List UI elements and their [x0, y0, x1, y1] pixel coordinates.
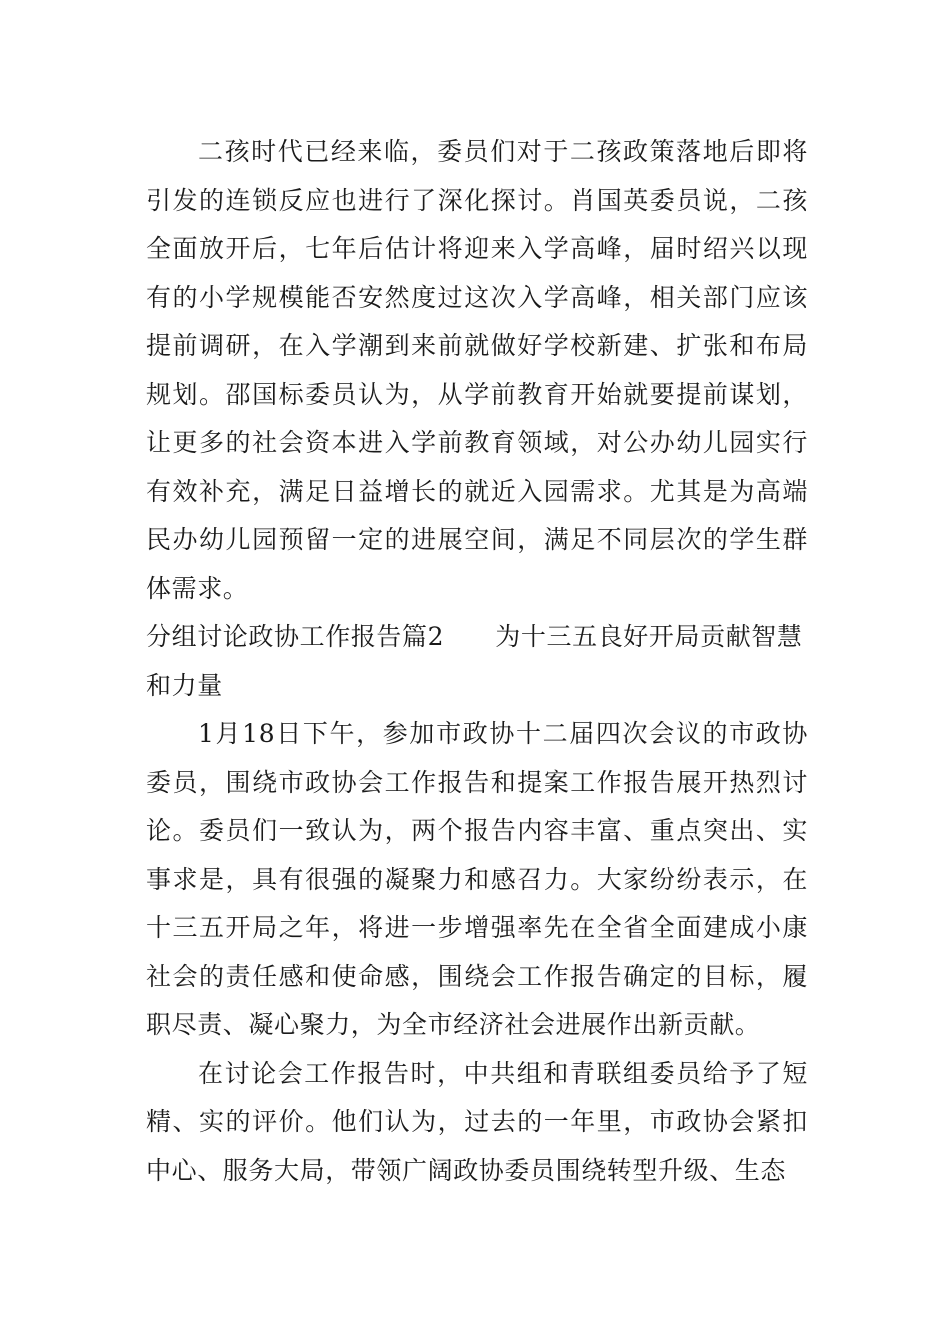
paragraph-group-evaluation: 在讨论会工作报告时，中共组和青联组委员给予了短精、实的评价。他们认为，过去的一年里，市政协会紧扣中心、服务大局，带领广阔政协委员围绕转型升级、生态	[146, 1058, 808, 1185]
document-body	[146, 128, 808, 1195]
paragraph-jan-18-discussion: 1月18日下午，参加市政协十二届四次会议的市政协委员，围绕市政协会工作报告和提案工作报告展开热烈讨论。委员们一致认为，两个报告内容丰富、重点突出、实事求是，具有很强的凝聚力和感召力。大家纷纷表示，在十三五开局之年，将进一步增强率先在全省全面建成小康社会的责任感和使命感，围绕会工作报告确定的目标，履职尽责、凝心聚力，为全市经济社会进展作出新贡献。	[146, 719, 808, 1039]
paragraph-second-child-era: 二孩时代已经来临，委员们对于二孩政策落地后即将引发的连锁反应也进行了深化探讨。肖国英委员说，二孩全面放开后，七年后估计将迎来入学高峰，届时绍兴以现有的小学规模能否安然度过这次入学高峰，相关部门应该提前调研，在入学潮到来前就做好学校新建、扩张和布局规划。邵国标委员认为，从学前教育开始就要提前谋划，让更多的社会资本进入学前教育领域，对公办幼儿园实行有效补充，满足日益增长的就近入园需求。尤其是为高端民办幼儿园预留一定的进展空间，满足不同层次的学生群体需求。	[146, 137, 808, 603]
section-heading: 分组讨论政协工作报告篇2 为十三五良好开局贡献智慧和力量	[146, 622, 803, 700]
